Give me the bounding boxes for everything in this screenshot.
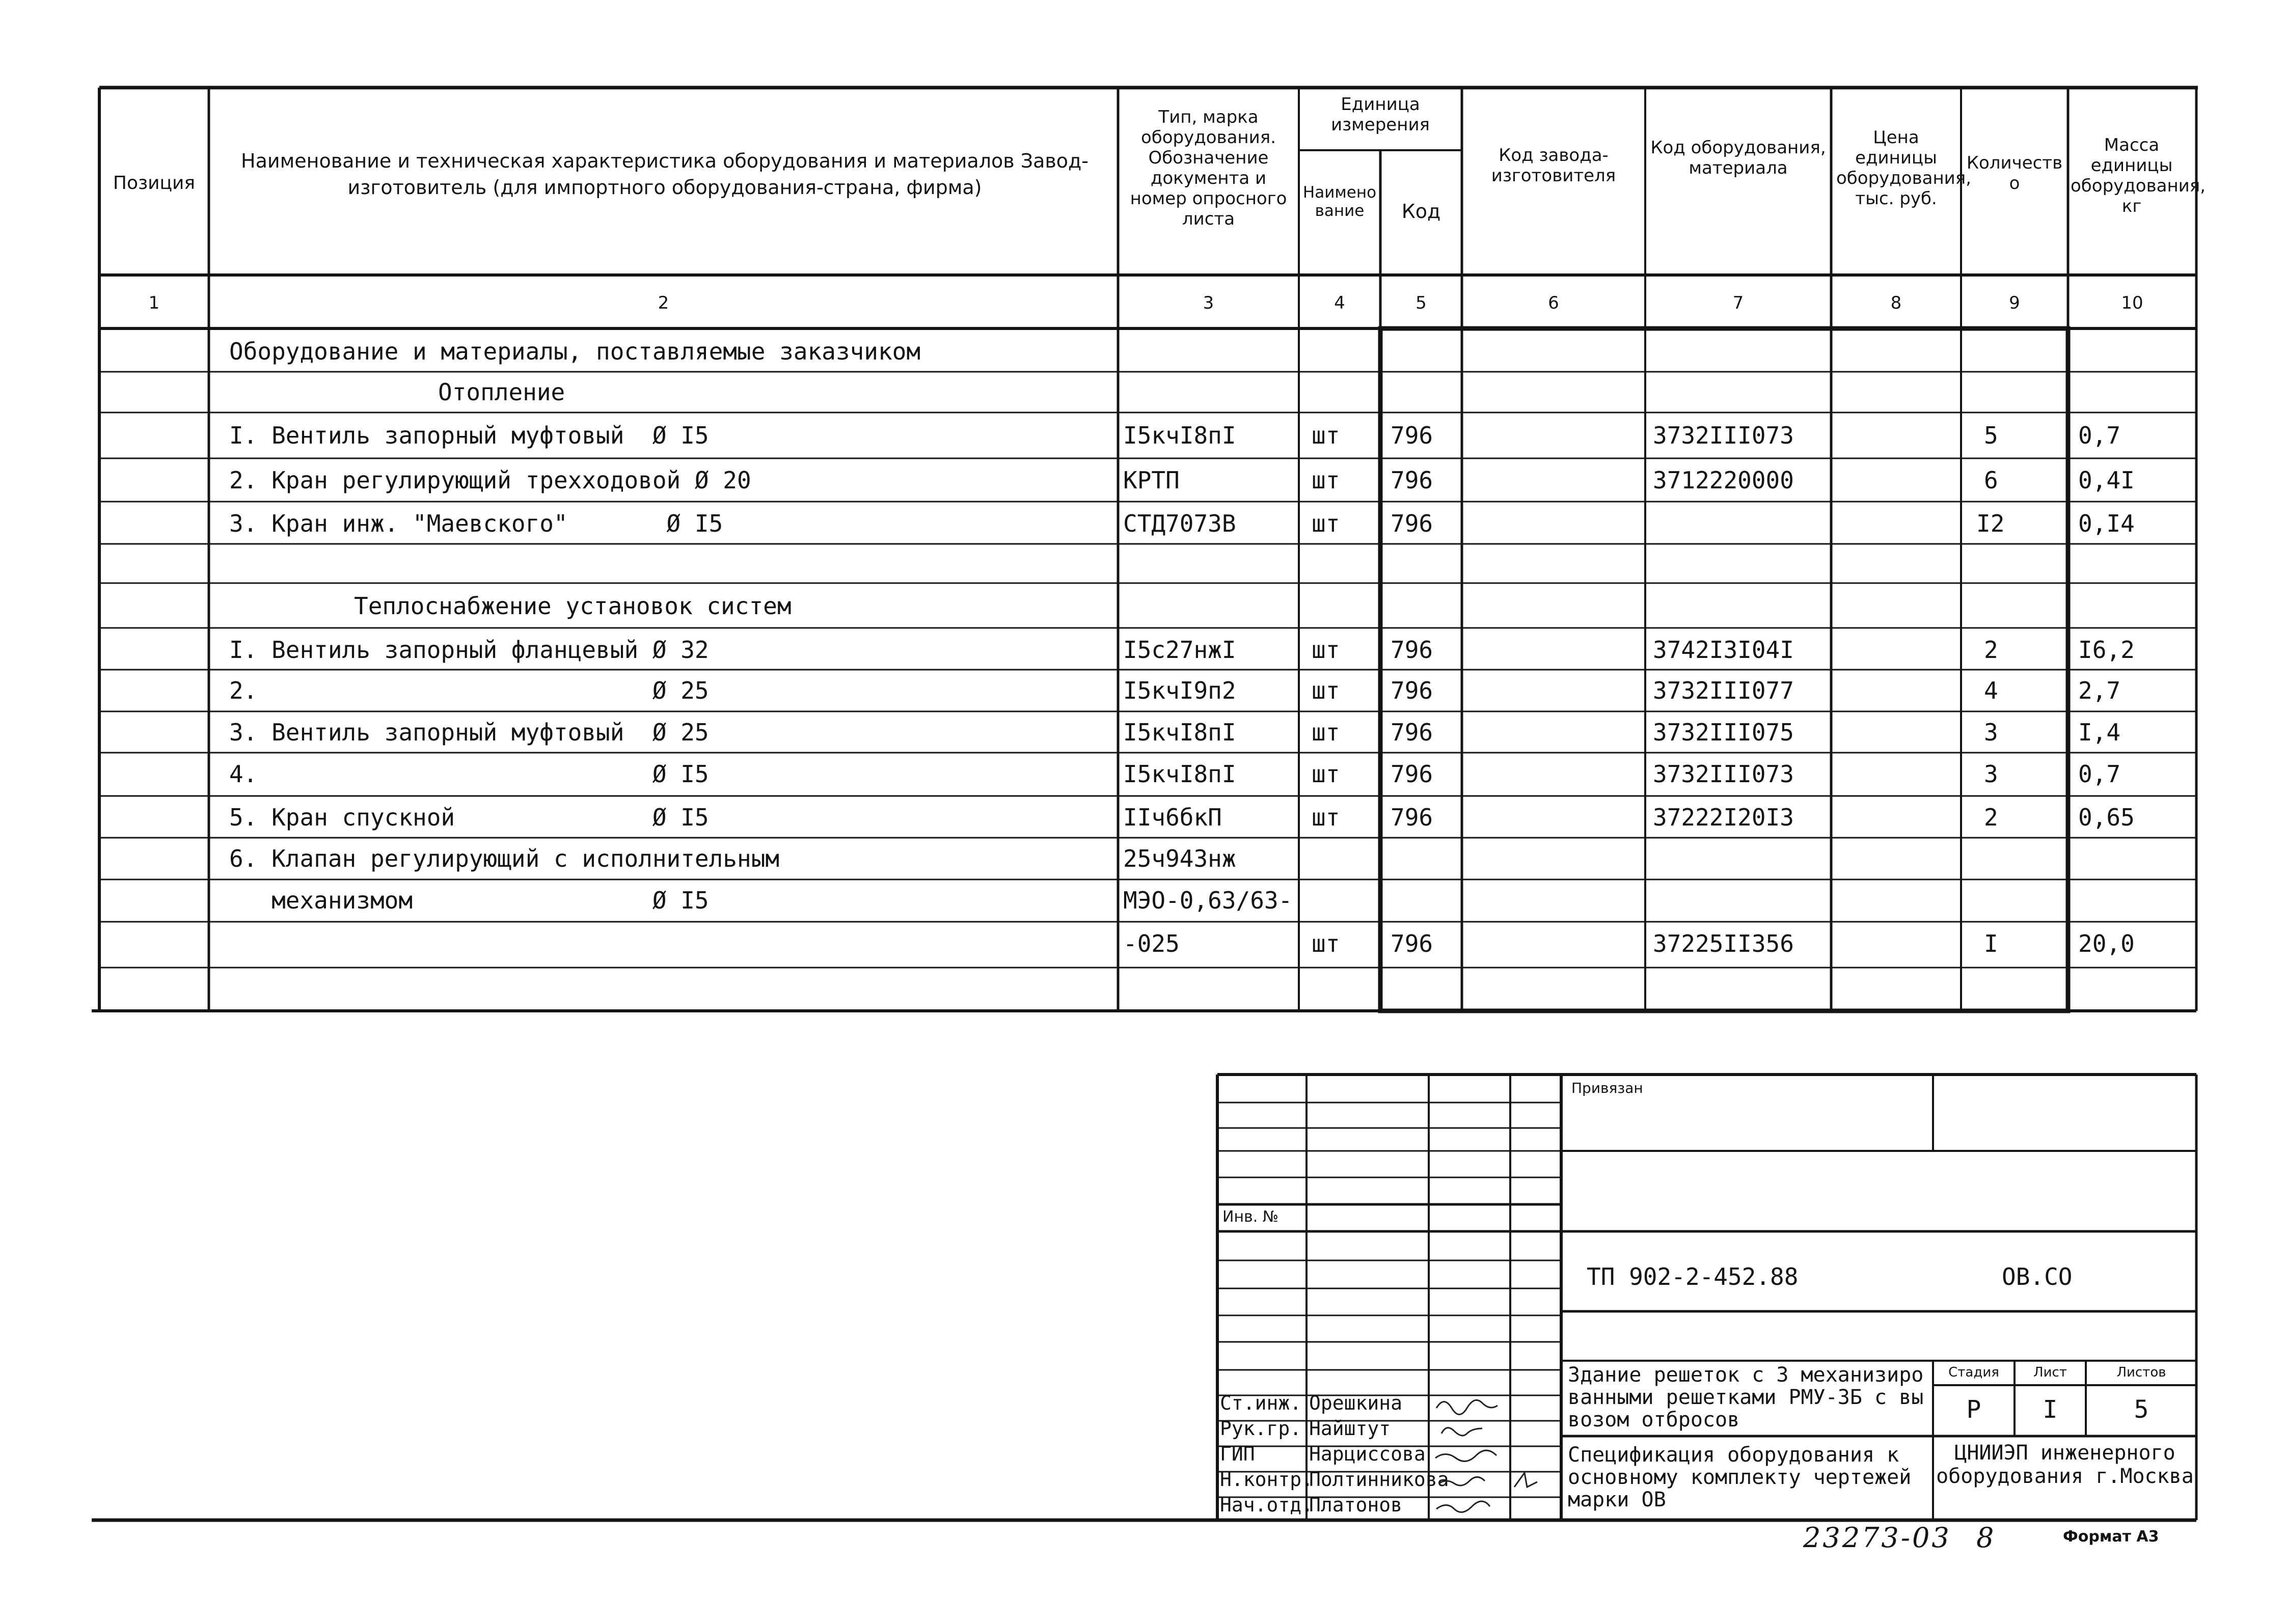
col2-header: Наименование и техническая характеристика оборудования и материалов Завод-изготовитель (для импортного оборудования-страна, фирма) xyxy=(241,150,1088,199)
unit-group-header: Единица измерения xyxy=(1330,94,1430,135)
colnum-8: 8 xyxy=(1890,293,1902,313)
row-mass: 20,0 xyxy=(2078,930,2135,957)
row-name: 5. Кран спускной Ø I5 xyxy=(229,804,709,831)
row-type: МЭО-0,63/63- xyxy=(1123,887,1293,914)
row-equip-code: 3732III075 xyxy=(1653,719,1794,746)
colnum-4: 4 xyxy=(1334,293,1345,313)
row-name: I. Вентиль запорный муфтовый Ø I5 xyxy=(229,422,709,449)
row-equip-code: 37222I20I3 xyxy=(1653,804,1794,831)
row-name: 2. Ø 25 xyxy=(229,677,709,704)
staff-role: Н.контр. xyxy=(1220,1468,1314,1491)
row-type: I5с27нжI xyxy=(1123,636,1236,664)
row-type: СТД7073В xyxy=(1123,510,1236,537)
row-name: 6. Клапан регулирующий с исполнительным xyxy=(229,845,780,872)
col1-header: Позиция xyxy=(113,173,196,194)
row-code: 796 xyxy=(1391,930,1433,957)
row-name: 2. Кран регулирующий трехходовой Ø 20 xyxy=(229,466,751,494)
doc-title: Спецификация оборудования к основному комплекту чертежей марки ОВ xyxy=(1568,1443,1912,1511)
row-mass: 0,I4 xyxy=(2078,510,2135,537)
staff-name: Найштут xyxy=(1309,1417,1391,1440)
row-equip-code: 3712220000 xyxy=(1653,466,1794,494)
sheet-value: I xyxy=(2043,1395,2058,1424)
row-type: I5кчI9п2 xyxy=(1123,677,1236,704)
row-qty: 2 xyxy=(1984,636,1998,664)
colnum-10: 10 xyxy=(2121,293,2143,313)
doc-mark: ОВ.СО xyxy=(2002,1263,2073,1290)
row-name: Теплоснабжение установок систем xyxy=(354,592,792,620)
row-code: 796 xyxy=(1391,510,1433,537)
row-mass: 0,4I xyxy=(2078,466,2135,494)
staff-name: Платонов xyxy=(1309,1494,1403,1516)
col4-header: Наименование xyxy=(1302,183,1377,220)
row-type: 25ч943нж xyxy=(1123,845,1236,872)
row-name: 3. Вентиль запорный муфтовый Ø 25 xyxy=(229,719,709,746)
col10-header: Масса единицы оборудования, кг xyxy=(2071,135,2206,216)
row-equip-code: 3742I3I04I xyxy=(1653,636,1794,664)
row-type: IIч6бкП xyxy=(1123,804,1222,831)
inv-no-label: Инв. № xyxy=(1222,1208,1279,1226)
signature xyxy=(1510,1467,1541,1497)
row-name: I. Вентиль запорный фланцевый Ø 32 xyxy=(229,636,709,664)
row-unit: шт xyxy=(1312,930,1340,957)
row-mass: 2,7 xyxy=(2078,677,2121,704)
archive-number: 23273-03 xyxy=(1803,1522,1951,1554)
row-type: I5кчI8пI xyxy=(1123,422,1236,449)
staff-name: Орешкина xyxy=(1309,1392,1403,1414)
row-unit: шт xyxy=(1312,677,1340,704)
row-code: 796 xyxy=(1391,677,1433,704)
row-type: КРТП xyxy=(1123,466,1180,494)
row-unit: шт xyxy=(1312,510,1340,537)
row-mass: 0,7 xyxy=(2078,422,2121,449)
row-name: Отопление xyxy=(438,378,565,406)
page-number: 8 xyxy=(1976,1522,1994,1554)
row-code: 796 xyxy=(1391,719,1433,746)
row-unit: шт xyxy=(1312,760,1340,788)
row-unit: шт xyxy=(1312,804,1340,831)
row-type: I5кчI8пI xyxy=(1123,719,1236,746)
row-code: 796 xyxy=(1391,804,1433,831)
row-code: 796 xyxy=(1391,760,1433,788)
row-qty: 3 xyxy=(1984,760,1998,788)
row-name: 4. Ø I5 xyxy=(229,760,709,788)
staff-role: Нач.отд. xyxy=(1220,1494,1314,1516)
row-qty: 3 xyxy=(1984,719,1998,746)
sheets-value: 5 xyxy=(2134,1395,2149,1424)
project-title: Здание решеток с 3 механизированными решетками РМУ-3Б с вывозом отбросов xyxy=(1568,1363,1924,1432)
row-mass: 0,65 xyxy=(2078,804,2135,831)
row-unit: шт xyxy=(1312,636,1340,664)
col8-header: Цена единицы оборудования, тыс. руб. xyxy=(1836,127,1972,209)
staff-role: Рук.гр. xyxy=(1220,1417,1302,1440)
row-name: 3. Кран инж. "Маевского" Ø I5 xyxy=(229,510,723,537)
col6-header: Код завода-изготовителя xyxy=(1491,145,1616,186)
row-qty: 5 xyxy=(1984,422,1998,449)
colnum-3: 3 xyxy=(1203,293,1214,313)
staff-role: ГИП xyxy=(1220,1443,1255,1465)
doc-code: ТП 902-2-452.88 xyxy=(1587,1263,1799,1290)
row-mass: I,4 xyxy=(2078,719,2121,746)
row-unit: шт xyxy=(1312,719,1340,746)
colnum-7: 7 xyxy=(1732,293,1744,313)
row-name: Оборудование и материалы, поставляемые заказчиком xyxy=(229,338,921,365)
row-mass: 0,7 xyxy=(2078,760,2121,788)
row-code: 796 xyxy=(1391,422,1433,449)
row-equip-code: 3732III077 xyxy=(1653,677,1794,704)
colnum-1: 1 xyxy=(148,293,160,313)
organization: ЦНИИЭП инженерного оборудования г.Москва xyxy=(1936,1441,2194,1488)
row-mass: I6,2 xyxy=(2078,636,2135,664)
row-qty: 6 xyxy=(1984,466,1998,494)
colnum-6: 6 xyxy=(1548,293,1559,313)
row-qty: I xyxy=(1984,930,1998,957)
stage-label: Стадия xyxy=(1948,1365,1999,1380)
row-code: 796 xyxy=(1391,636,1433,664)
sheet-label: Лист xyxy=(2033,1365,2067,1380)
signatures xyxy=(1431,1393,1508,1520)
row-unit: шт xyxy=(1312,466,1340,494)
sheets-label: Листов xyxy=(2116,1365,2166,1380)
col5-header: Код xyxy=(1401,200,1441,223)
privyazan-label: Привязан xyxy=(1571,1080,1643,1096)
col9-header: Количество xyxy=(1966,153,2063,194)
stage-value: Р xyxy=(1966,1395,1981,1424)
row-qty: 4 xyxy=(1984,677,1998,704)
row-equip-code: 37225II356 xyxy=(1653,930,1794,957)
row-type: I5кчI8пI xyxy=(1123,760,1236,788)
staff-name: Нарциссова xyxy=(1309,1443,1426,1465)
format-label: Формат А3 xyxy=(2063,1528,2159,1546)
colnum-9: 9 xyxy=(2009,293,2020,313)
row-equip-code: 3732III073 xyxy=(1653,422,1794,449)
row-qty: 2 xyxy=(1984,804,1998,831)
row-name: механизмом Ø I5 xyxy=(229,887,709,914)
colnum-2: 2 xyxy=(658,293,669,313)
row-type: -025 xyxy=(1123,930,1180,957)
col3-header: Тип, марка оборудования. Обозначение документа и номер опросного листа xyxy=(1130,107,1287,229)
col7-header: Код оборудования, материала xyxy=(1650,137,1826,178)
colnum-5: 5 xyxy=(1416,293,1427,313)
row-unit: шт xyxy=(1312,422,1340,449)
staff-role: Ст.инж. xyxy=(1220,1392,1302,1414)
row-qty: I2 xyxy=(1976,510,2005,537)
row-code: 796 xyxy=(1391,466,1433,494)
staff-name: Полтинникова xyxy=(1309,1468,1449,1491)
row-equip-code: 3732III073 xyxy=(1653,760,1794,788)
